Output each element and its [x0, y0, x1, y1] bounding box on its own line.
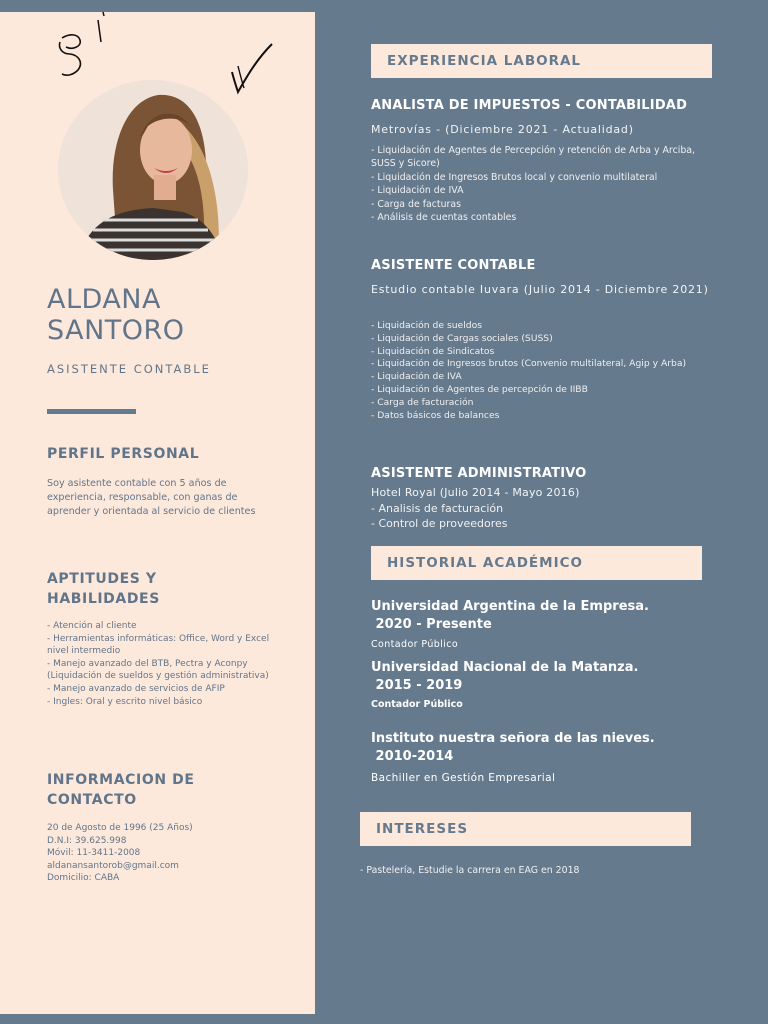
list-item: - Liquidación de sueldos [371, 320, 483, 331]
contacto-list [47, 822, 272, 885]
list-item: - Liquidación de IVA [371, 371, 462, 383]
aptitudes-list [47, 620, 272, 708]
job-bullets [371, 320, 701, 422]
dni: D.N.I: 39.625.998 [47, 835, 127, 846]
list-item: - Liquidación de Ingresos Brutos local y convenio multilateral [371, 171, 658, 183]
job-title: ASISTENTE ADMINISTRATIVO [371, 466, 587, 481]
job-subtitle: ASISTENTE CONTABLE [47, 362, 211, 376]
person-name [47, 284, 297, 346]
profile-photo [58, 80, 248, 260]
intereses-text: - Pastelería, Estudie la carrera en EAG en 2018 [360, 865, 580, 876]
list-item: - Liquidación de Sindicatos [371, 345, 495, 357]
job-title: ASISTENTE CONTABLE [371, 258, 536, 273]
job-bullets [371, 144, 716, 224]
list-item: - Liquidación de Ingresos brutos (Convenio multilateral, Agip y Arba) [371, 358, 687, 370]
edu-degree: Bachiller en Gestión Empresarial [371, 772, 556, 784]
job-company: Hotel Royal (Julio 2014 - Mayo 2016) [371, 486, 580, 499]
list-item: - Manejo avanzado del BTB, Pectra y Aconpy (Liquidación de sueldos y gestión administrativa) [47, 658, 269, 682]
intereses-heading: INTERESES [360, 812, 691, 846]
list-item: - Liquidación de Agentes de percepción de IIBB [371, 383, 588, 395]
list-item: - Manejo avanzado de servicios de AFIP [47, 683, 225, 694]
name-divider [47, 409, 136, 414]
job-company: Metrovías - (Diciembre 2021 - Actualidad) [371, 123, 634, 136]
list-item: - Analisis de facturación [371, 502, 504, 515]
name-first: ALDANA [47, 284, 161, 315]
email: aldanansantorob@gmail.com [47, 860, 179, 871]
contacto-heading: INFORMACION DE CONTACTO [47, 772, 195, 808]
phone: Móvil: 11-3411-2008 [47, 848, 141, 859]
edu-degree: Contador Público [371, 699, 463, 710]
perfil-text: Soy asistente contable con 5 años de experiencia, responsable, con ganas de aprender y orientada al servicio de clientes [47, 478, 256, 517]
edu-title: Instituto nuestra señora de las nieves. 2010-2014 [371, 731, 655, 764]
list-item: - Liquidación de Cargas sociales (SUSS) [371, 332, 553, 344]
edu-degree: Contador Público [371, 639, 459, 650]
perfil-heading: PERFIL PERSONAL [47, 446, 200, 462]
birth-date: 20 de Agosto de 1996 (25 Años) [47, 823, 193, 833]
list-item: - Herramientas informáticas: Office, Word y Excel nivel intermedio [47, 633, 272, 657]
aptitudes-heading: APTITUDES Y HABILIDADES [47, 571, 160, 607]
address: Domicilio: CABA [47, 873, 120, 884]
list-item: - Análisis de cuentas contables [371, 212, 517, 224]
name-last: SANTORO [47, 315, 185, 346]
job-title: ANALISTA DE IMPUESTOS - CONTABILIDAD [371, 98, 688, 113]
list-item: - Datos básicos de balances [371, 409, 500, 421]
job-company: Estudio contable Iuvara (Julio 2014 - Diciembre 2021) [371, 283, 709, 296]
experiencia-heading: EXPERIENCIA LABORAL [371, 44, 712, 78]
job-bullets [371, 501, 701, 531]
edu-title: Universidad Nacional de la Matanza. 2015 - 2019 [371, 660, 639, 693]
list-item: - Liquidación de Agentes de Percepción y retención de Arba y Arciba, SUSS y Sicore) [371, 145, 699, 170]
list-item: - Atención al cliente [47, 621, 137, 631]
list-item: - Carga de facturas [371, 198, 462, 210]
edu-title: Universidad Argentina de la Empresa. 2020 - Presente [371, 599, 649, 632]
list-item: - Liquidación de IVA [371, 185, 464, 197]
list-item: - Ingles: Oral y escrito nivel básico [47, 696, 203, 707]
academico-heading: HISTORIAL ACADÉMICO [371, 546, 702, 580]
bottom-strip [0, 1014, 768, 1024]
list-item: - Carga de facturación [371, 396, 474, 408]
list-item: - Control de proveedores [371, 517, 508, 530]
